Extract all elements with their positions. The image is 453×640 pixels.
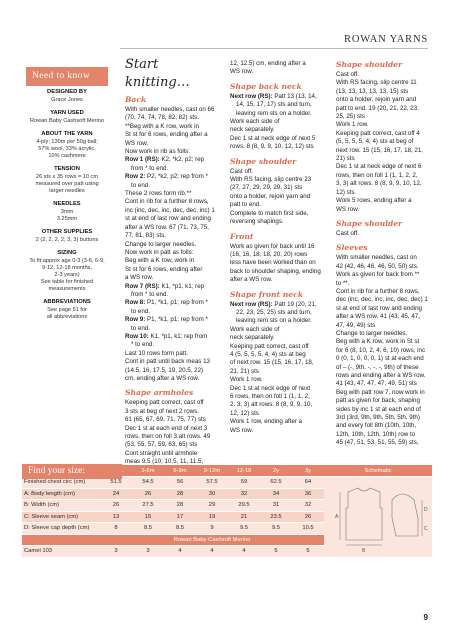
size-header: 6-9m xyxy=(164,465,196,477)
pattern-line: neck separately. xyxy=(230,126,275,134)
row-instruction: K1, *p1, k1; rep xyxy=(159,282,205,290)
table-cell: 51.5 xyxy=(100,477,132,489)
pattern-line: 47, 49, 49) sts xyxy=(336,321,376,329)
pattern-line-indented: from * to end. xyxy=(131,290,169,298)
pattern-line: Dec 1 st at neck edge of next 5 xyxy=(230,134,316,142)
sidebar-block-body: See page 51 for all abbreviations xyxy=(46,307,88,320)
sidebar-block-body: Grace Jones xyxy=(51,97,83,103)
schematic-label-a: A xyxy=(335,513,339,520)
row-instruction: P1, *k1, p1; rep from * xyxy=(145,316,208,324)
table-cell: 30 xyxy=(196,488,228,500)
pattern-line: a WS row. xyxy=(125,274,154,282)
pattern-line: onto a holder, rejoin yarn and xyxy=(230,192,311,200)
pattern-line: 77, 81, 83) sts. xyxy=(125,232,166,240)
table-cell: 28 xyxy=(164,500,196,512)
table-cell: 27.5 xyxy=(132,500,164,512)
column-1-body xyxy=(125,95,225,467)
schematic-label-b: B xyxy=(362,547,366,554)
column-3-body xyxy=(336,60,436,448)
pattern-row-line xyxy=(336,389,436,397)
row-label: Row 8: xyxy=(125,299,146,307)
sidebar-block-body: Rowan Baby Cashsoft Merino xyxy=(30,118,104,124)
pattern-line: rows and ending after a WS row. xyxy=(336,372,426,379)
pattern-line: Cast off. xyxy=(230,167,253,175)
size-header: 9-12m xyxy=(196,465,228,477)
yarn-header-blank xyxy=(22,534,100,546)
section-heading: Shape back neck xyxy=(230,81,302,91)
sidebar-block xyxy=(22,166,112,195)
pattern-line: Work 5 rows, ending after a xyxy=(336,197,412,205)
pattern-row-line xyxy=(230,93,330,101)
table-cell: 54.5 xyxy=(132,477,164,489)
pattern-line: 42 (42, 46, 46, 46, 50, 50) sts. xyxy=(336,262,419,270)
size-header: 3y xyxy=(292,465,324,477)
pattern-line: St st for 6 rows, ending after xyxy=(125,265,203,273)
pattern-line: 12, 12.5) cm, ending after a xyxy=(230,60,306,67)
row-label: D: Sleeve cap depth (cm) xyxy=(22,523,100,535)
pattern-line: Cont in rib for a further 8 rows, xyxy=(336,287,420,295)
sidebar-block-body: 2 (2, 2, 2, 2, 3, 3) buttons xyxy=(35,237,99,243)
row-label: Row 7 (RS): xyxy=(125,282,160,290)
row-label: Next row (RS): xyxy=(230,300,273,308)
pattern-line: (14.5, 16, 17.5, 19, 20.5, 22) xyxy=(125,366,204,374)
table-cell: 56 xyxy=(164,477,196,489)
pattern-line: Cast off. xyxy=(336,229,359,237)
pattern-row-line xyxy=(125,156,225,164)
table-cell: 26 xyxy=(132,488,164,500)
sidebar-block-heading: OTHER SUPPLIES xyxy=(41,229,93,235)
pattern-line: patt to end. 19 (20, 21, 22, 23, xyxy=(336,104,419,112)
pattern-line: of – (-, 9th, -, -, -, 9th) of these xyxy=(336,363,419,371)
sidebar-block-heading: SIZING xyxy=(57,250,77,256)
row-label: Row 9: xyxy=(125,316,146,324)
pattern-line: (13, 13, 13, 13, 13, 15) sts xyxy=(336,87,409,95)
pattern-line: 61 (65, 67, 69, 71, 75, 77) sts xyxy=(125,416,206,424)
sidebar-block-body: 26 sts x 35 rows = 10 cm measured over patt using larger needles xyxy=(35,174,99,194)
pattern-column-2 xyxy=(230,60,330,435)
section-heading: Front xyxy=(230,231,254,241)
table-cell: 32 xyxy=(292,500,324,512)
sidebar-block xyxy=(22,89,112,104)
pattern-line: Dec 1 st at each end of next 3 xyxy=(125,424,208,432)
pattern-line: 3, 3) alt rows. 8 (8, 9, 9, 10, 12, xyxy=(336,180,422,188)
table-cell: 29 xyxy=(196,500,228,512)
size-header: 3-6m xyxy=(132,465,164,477)
pattern-line: Work 1 row, ending after a xyxy=(230,418,303,426)
pattern-line: WS row. xyxy=(230,426,254,434)
table-cell: 9.5 xyxy=(228,523,260,535)
sidebar-block-body: To fit approx age 0-3 (3-6, 6-9, 9-12, 12-18 months, 2-3 years) See table for finished measurements xyxy=(29,258,105,292)
table-cell: 31 xyxy=(260,500,292,512)
sidebar-block-heading: DESIGNED BY xyxy=(47,89,87,95)
table-cell: 21 xyxy=(228,511,260,523)
pattern-line: Cast off. xyxy=(336,71,359,78)
find-your-size-title: Find your size: xyxy=(22,464,122,479)
row-instruction: K2, *k2, p2; rep xyxy=(159,156,205,164)
need-to-know-sidebar xyxy=(22,58,112,460)
yarn-cell: 4 xyxy=(164,546,196,558)
sidebar-title: Need to know xyxy=(26,67,108,86)
pattern-line: 12th, 10th, 12th, 10th) row to xyxy=(336,430,416,438)
sidebar-block-body: 3mm 3.25mm xyxy=(56,209,78,222)
pattern-line: With smaller needles, cast on xyxy=(336,254,417,262)
pattern-line: WS row. xyxy=(230,68,254,76)
table-cell: 19 xyxy=(196,511,228,523)
table-cell: 24 xyxy=(100,488,132,500)
table-cell: 32 xyxy=(228,488,260,500)
row-label: A: Body length (cm) xyxy=(22,488,100,500)
pattern-line: Work each side of xyxy=(230,325,280,333)
sidebar-block-heading: YARN USED xyxy=(50,110,84,116)
row-instruction: K1, *p1, k1; rep from xyxy=(148,332,208,340)
pattern-row-line xyxy=(230,301,330,309)
table-cell: 36 xyxy=(292,488,324,500)
pattern-line: Keeping patt correct, cast off xyxy=(125,399,204,407)
pattern-row-line xyxy=(125,283,225,291)
table-cell: 26 xyxy=(292,511,324,523)
pattern-line: of next row. 15 (15, 16, 17, 18, xyxy=(230,359,314,367)
table-cell: 17 xyxy=(164,511,196,523)
table-cell: 23.5 xyxy=(260,511,292,523)
section-heading: Shape shoulder xyxy=(336,60,403,69)
pattern-line-indented: * to end. xyxy=(131,341,155,349)
pattern-line: Work 1 row. xyxy=(336,121,369,129)
pattern-line: Now work in patt as folls: xyxy=(125,248,194,256)
sidebar-block xyxy=(22,110,112,125)
section-heading: Shape shoulder xyxy=(336,218,403,228)
pattern-line-indented: to end. xyxy=(131,307,150,315)
row-label: Finished chest circ (cm) xyxy=(22,477,100,489)
table-cell: 13 xyxy=(100,511,132,523)
pattern-line: next row. 15 (15, 16, 17, 18, 21, xyxy=(336,146,424,154)
size-table-body xyxy=(22,477,432,558)
pattern-line: less have been worked than on xyxy=(230,259,316,267)
pattern-line: 6 rows, then on foll 1 (1, 1, 2, xyxy=(230,393,310,400)
schematic-label-c: C xyxy=(424,525,428,532)
pattern-line: after a WS row. 67 (71, 73, 75, xyxy=(125,223,209,231)
pattern-line: Change to larger needles. xyxy=(336,329,408,337)
pattern-line: Cont in patt until back meas 13 xyxy=(125,358,210,366)
row-instruction: P2, *k2, p2; rep from * xyxy=(145,173,208,181)
pattern-line: st at end of last row and ending xyxy=(125,215,211,223)
pattern-line: (70, 74, 74, 78, 82, 82) sts. xyxy=(125,114,199,122)
pattern-line: With RS facing, slip centre 11 xyxy=(336,79,417,87)
sidebar-block-heading: ABBREVIATIONS xyxy=(43,299,91,305)
pattern-row-line xyxy=(125,173,225,181)
size-header: 12-18 xyxy=(228,465,260,477)
row-label: Row 1 (RS): xyxy=(125,156,160,164)
row-instruction: P1, *k1, p1; rep from * xyxy=(145,299,208,307)
pattern-line: and every foll 8th (10th, 10th, xyxy=(336,422,417,430)
pattern-line-indented: leaving rem sts on a holder. xyxy=(236,317,312,325)
yarn-cell: 4 xyxy=(196,546,228,558)
pattern-line: Beg with a K row, work in xyxy=(125,257,195,265)
pattern-line: 3rd (3rd, 9th, 9th, 5th, 5th, 9th) xyxy=(336,414,420,422)
sidebar-block xyxy=(22,250,112,293)
row-instruction: Patt 13 (13, 14, xyxy=(272,92,317,100)
brand-title: ROWAN YARNS xyxy=(344,34,428,45)
row-label: C: Sleeve seam (cm) xyxy=(22,511,100,523)
start-knitting-title: Start knitting… xyxy=(125,57,190,90)
pattern-line: Keeping patt correct, cast off xyxy=(230,342,309,350)
sidebar-block-heading: NEEDLES xyxy=(53,201,81,207)
row-label: Next row (RS): xyxy=(230,92,273,100)
pattern-line: rows. 8 (8, 9, 9, 10, 12, 12) sts xyxy=(230,143,314,151)
pattern-line: 3 sts at beg of next 2 rows. xyxy=(125,407,199,415)
pattern-line: Work 1 row. xyxy=(230,376,263,384)
row-label: Row 2: xyxy=(125,173,146,181)
table-cell: 57.5 xyxy=(196,477,228,489)
pattern-line: inc (inc, dec, inc, dec, dec, inc) 1 xyxy=(125,206,215,214)
section-heading: Shape front neck xyxy=(230,289,303,299)
pattern-line: 2, 3, 3) alt rows. 8 (8, 9, 9, 10, xyxy=(230,401,313,409)
pattern-line-indented: to end. xyxy=(131,181,150,189)
table-cell: 9.5 xyxy=(260,523,292,535)
pattern-row-line xyxy=(125,316,225,324)
pattern-line: Work as given for back from ** xyxy=(336,271,420,279)
table-cell: 29.5 xyxy=(228,500,260,512)
pattern-line: (5, 5, 5, 5, 4, 4) sts at beg of xyxy=(336,138,414,146)
pattern-line-indented: 14, 15, 17, 17) sts and turn, xyxy=(236,101,312,109)
yarn-cell: 5 xyxy=(260,546,292,558)
pattern-line: patt to end. xyxy=(230,201,261,209)
pattern-line: neck separately. xyxy=(230,334,275,342)
pattern-line: cm, ending after a WS row. xyxy=(125,375,200,382)
pattern-row-line xyxy=(125,299,225,307)
pattern-line: With smaller needles, cast on 66 xyxy=(125,106,215,113)
yarn-cell: 3 xyxy=(100,546,132,558)
pattern-line: 41 (43, 47, 47, 47, 49, 51) sts xyxy=(336,380,417,388)
sidebar-blocks xyxy=(22,89,112,321)
pattern-line: to **. xyxy=(336,279,350,287)
pattern-line: WS row. xyxy=(336,205,360,213)
pattern-line: 21, 21) sts xyxy=(230,367,259,375)
column-2-body xyxy=(230,60,330,435)
section-heading: Sleeves xyxy=(336,243,368,253)
table-cell: 15 xyxy=(132,511,164,523)
table-cell: 34 xyxy=(260,488,292,500)
pattern-line: Now work in rib as folls: xyxy=(125,148,190,156)
pattern-line: onto a holder, rejoin yarn and xyxy=(336,96,417,104)
sidebar-block xyxy=(22,229,112,244)
row-label: Row 10: xyxy=(125,332,149,340)
row-label: B: Width (cm) xyxy=(22,500,100,512)
sidebar-block-body: 4-ply; 130m per 50g ball; 57% wool, 33% acrylic, 10% cashmere xyxy=(36,139,98,159)
sidebar-block xyxy=(22,131,112,160)
table-cell: 64 xyxy=(292,477,324,489)
pattern-line: Keeping patt correct, cast off 4 xyxy=(336,129,420,137)
pattern-line: reversing shapings. xyxy=(230,218,284,226)
pattern-line-indented: leaving rem sts on a holder. xyxy=(236,109,312,117)
sidebar-block-heading: ABOUT THE YARN xyxy=(41,131,93,137)
yarn-cell: 4 xyxy=(228,546,260,558)
header-rule xyxy=(120,48,428,49)
pattern-line: Complete to match first side, xyxy=(230,209,309,217)
pattern-line: dec (inc, dec, inc, inc, dec, dec) 1 xyxy=(336,296,428,304)
pattern-line: rows, then on foll 1 (1, 1, 2, 2, xyxy=(336,171,418,179)
pattern-line: Change to larger needles. xyxy=(125,240,197,248)
yarn-header: Rowan Baby Cashsoft Merino xyxy=(100,534,324,546)
pattern-line: 12) sts xyxy=(336,188,355,196)
sidebar-block xyxy=(22,201,112,223)
table-cell: 9 xyxy=(196,523,228,535)
table-cell: 59 xyxy=(228,477,260,489)
pattern-line: sides by inc 1 st at each end of xyxy=(336,405,421,413)
page-number: 9 xyxy=(423,613,428,622)
pattern-line: St st for 6 rows, ending after a xyxy=(125,131,208,139)
pattern-line: (27, 27, 29, 29, 29, 31) sts xyxy=(230,184,303,192)
pattern-line: Cont straight until armhole xyxy=(125,449,198,457)
table-cell: 26 xyxy=(100,500,132,512)
pattern-line: Last 10 rows form patt. xyxy=(125,349,188,357)
pattern-line: meas 9.5 (10, 10.5, 11, 11.5, xyxy=(125,458,204,466)
table-cell: 62.5 xyxy=(260,477,292,489)
yarn-label: Camel 103 xyxy=(22,546,100,558)
pattern-row-line xyxy=(125,333,225,341)
pattern-line: rows, then on foll 3 alt rows. 49 xyxy=(125,433,211,441)
pattern-line: for 6 (8, 10, 2, 4, 6, 10) rows, inc xyxy=(336,346,426,354)
pattern-line: patt as given for back, shaping xyxy=(336,397,420,405)
pattern-line: (53, 55, 57, 59, 63, 65) sts xyxy=(125,441,198,449)
size-header: 2y xyxy=(260,465,292,477)
pattern-line: 4 (5, 5, 5, 5, 4, 4) sts at beg xyxy=(230,350,306,358)
pattern-line: 0 (0, 1, 0, 0, 0, 1) st at each end xyxy=(336,355,424,363)
table-cell: 28 xyxy=(164,488,196,500)
section-heading: Back xyxy=(125,95,147,104)
pattern-line-indented: from * to end. xyxy=(131,164,169,172)
pattern-line: These 2 rows form rib.** xyxy=(125,190,192,198)
pattern-column-3 xyxy=(336,60,436,448)
yarn-cell: 5 xyxy=(292,546,324,558)
pattern-line: back to shoulder shaping, ending xyxy=(230,267,321,275)
pattern-line: **Beg with a K row, work in xyxy=(125,122,199,130)
section-heading: Shape armholes xyxy=(125,388,194,398)
pattern-line: With RS facing, slip centre 23 xyxy=(230,176,312,184)
pattern-column-1 xyxy=(125,57,225,467)
table-cell: 8 xyxy=(100,523,132,535)
pattern-line: after a WS row. xyxy=(230,276,273,284)
pattern-line: 45 (47, 51, 53, 51, 55, 59) sts, xyxy=(336,439,419,447)
sidebar-block xyxy=(22,299,112,321)
pattern-line: Work each side of xyxy=(230,118,280,126)
pattern-line: 25, 25) sts xyxy=(336,113,365,121)
pattern-line: (16, 16, 18, 18, 20, 20) rows xyxy=(230,250,308,258)
row-instruction: Patt 19 (20, 21, xyxy=(272,300,317,308)
garment-schematic xyxy=(326,478,430,554)
schematic-header: Schematic xyxy=(324,465,432,477)
section-heading: Shape shoulder xyxy=(230,156,297,166)
table-cell: 8.5 xyxy=(164,523,196,535)
sidebar-block-heading: TENSION xyxy=(54,166,80,172)
schematic-label-d: D xyxy=(424,506,428,513)
pattern-line: Work as given for back until 16 xyxy=(230,242,315,250)
pattern-line: Beg with a K row, work in St st xyxy=(336,338,420,346)
pattern-line: after a WS row. 41 (43, 45, 47, xyxy=(336,313,420,321)
table-cell: 10.5 xyxy=(292,523,324,535)
pattern-line: Dec 1 st at neck edge of next xyxy=(230,384,311,392)
yarn-cell: 3 xyxy=(132,546,164,558)
pattern-line: WS row. xyxy=(125,139,149,147)
pattern-line-indented: to end. xyxy=(131,324,150,332)
schematic-cell xyxy=(324,477,432,558)
pattern-line-indented: 22, 23, 25, 25) sts and turn, xyxy=(236,308,312,316)
row-instruction: Beg with patt row 7, now work in xyxy=(336,388,425,396)
table-cell: 8.5 xyxy=(132,523,164,535)
pattern-line: Cont in rib for a further 8 rows, xyxy=(125,198,209,206)
pattern-line: st at end of last row and ending xyxy=(336,304,422,312)
pattern-line: 21) sts xyxy=(336,155,355,163)
pattern-line: Dec 1 st at neck edge of next 6 xyxy=(336,163,422,171)
pattern-line: 12, 12) sts xyxy=(230,409,259,417)
